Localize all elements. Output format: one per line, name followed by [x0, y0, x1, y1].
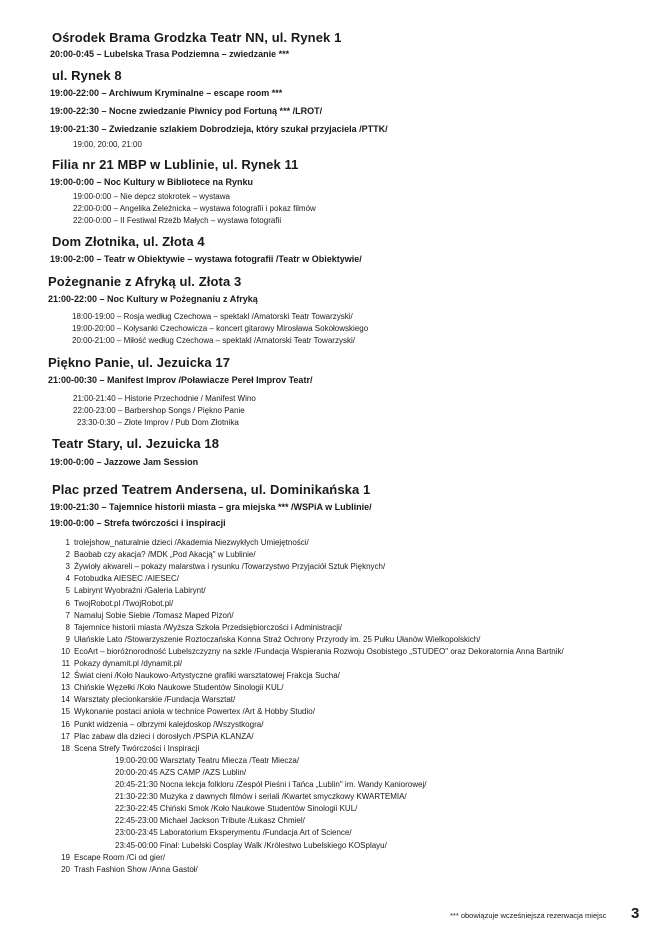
section-title: Ośrodek Brama Grodzka Teatr NN, ul. Rynek 1 [52, 30, 342, 45]
list-item [56, 574, 179, 583]
list-item-text: Żywioły akwareli – pokazy malarstwa i rysunku /Towarzystwo Przyjaciół Sztuk Pięknych/ [74, 562, 386, 572]
list-item-text: Escape Room /Ci od gier/ [74, 852, 166, 862]
stage-event: 20:00-20:45 AZS CAMP /AZS Lublin/ [115, 767, 247, 777]
sub-event: 20:00-21:00 – Miłość według Czechowa – spektakl /Amatorski Teatr Towarzyski/ [72, 336, 355, 345]
event-line: 19:00-22:30 – Nocne zwiedzanie Piwnicy pod Fortuną *** /LROT/ [50, 106, 323, 116]
list-item-number: 20 [61, 864, 70, 874]
list-item-text: EcoArt – bioróżnorodność Lubelszczyzny na szkle /Fundacja Wspierania Rozwoju Osobistego „STUDEO" oraz Dekoratornia Anna Bartnik/ [74, 646, 564, 656]
event-line: 19:00-21:30 – Tajemnice historii miasta – gra miejska *** /WSPiA w Lublinie/ [50, 502, 372, 512]
list-item [56, 695, 235, 704]
list-item [56, 550, 256, 559]
list-item-text: Namaluj Sobie Siebie /Tomasz Maped Pizoń/ [74, 610, 234, 620]
list-item [56, 538, 309, 547]
list-item-number: 4 [65, 574, 70, 584]
list-item-number: 12 [61, 671, 70, 681]
list-item-number: 5 [65, 586, 70, 596]
list-item [56, 611, 234, 620]
list-item-number: 3 [65, 562, 70, 572]
list-item-number: 1 [65, 538, 70, 547]
list-item-text: Plac zabaw dla dzieci i dorosłych /PSPiA KLANZA/ [74, 731, 254, 741]
list-item-text: Chińskie Węzełki /Koło Naukowe Studentów Sinologii KUL/ [74, 683, 284, 693]
list-item [56, 744, 199, 753]
list-item-text: Warsztaty plecionkarskie /Fundacja Warsztat/ [74, 695, 236, 705]
section-title: Piękno Panie, ul. Jezuicka 17 [48, 355, 231, 370]
list-item-number: 18 [61, 743, 70, 753]
list-item-text: Scena Strefy Twórczości i Inspiracji [74, 743, 200, 753]
list-item-text: Świat cieni /Koło Naukowo-Artystyczne grafiki warsztatowej Frakcja Sucha/ [74, 671, 340, 681]
event-times: 19:00, 20:00, 21:00 [73, 140, 142, 149]
list-item-number: 17 [61, 731, 70, 741]
event-line: 19:00-2:00 – Teatr w Obiektywie – wystawa fotografii /Teatr w Obiektywie/ [50, 254, 362, 264]
list-item [56, 623, 342, 632]
list-item-number: 8 [65, 622, 70, 632]
section-title: ul. Rynek 8 [52, 68, 122, 83]
event-line: 19:00-21:30 – Zwiedzanie szlakiem Dobrodzieja, który szukał przyjaciela /PTTK/ [50, 124, 388, 134]
sub-event: 22:00-0:00 – II Festiwal Rzeźb Małych – wystawa fotografii [73, 216, 282, 225]
list-item [56, 683, 283, 692]
section-title: Pożegnanie z Afryką ul. Złota 3 [48, 274, 242, 289]
sub-event: 19:00-0:00 – Nie depcz stokrotek – wystawa [73, 192, 230, 201]
list-item-text: Labirynt Wyobraźni /Galeria Labirynt/ [74, 586, 206, 596]
stage-event: 22:30-22:45 Chiński Smok /Koło Naukowe Studentów Sinologii KUL/ [115, 804, 358, 814]
stage-event: 21:30-22:30 Muzyka z dawnych filmów i seriali /Kwartet smyczkowy KWARTEMIA/ [115, 792, 407, 802]
list-item [56, 647, 564, 656]
list-item-number: 16 [61, 719, 70, 729]
list-item-number: 9 [65, 634, 70, 644]
sub-event: 19:00-20:00 – Kołysanki Czechowicza – koncert gitarowy Mirosława Sokołowskiego [72, 324, 369, 333]
list-item [56, 853, 165, 862]
event-line: 19:00-22:00 – Archiwum Kryminalne – escape room *** [50, 88, 283, 98]
stage-event: 22:45-23:00 Michael Jackson Tribute /Łukasz Chmiel/ [115, 816, 305, 826]
list-item [56, 720, 263, 729]
event-line: 20:00-0:45 – Lubelska Trasa Podziemna – zwiedzanie *** [50, 49, 290, 59]
list-item-number: 10 [61, 646, 70, 656]
list-item [56, 865, 198, 874]
sub-event: 22:00-23:00 – Barbershop Songs / Piękno Panie [73, 406, 245, 415]
event-line: 21:00-22:00 – Noc Kultury w Pożegnaniu z Afryką [48, 294, 258, 304]
list-item-number: 13 [61, 683, 70, 693]
list-item-text: Baobab czy akacja? /MDK „Pod Akacją" w Lublinie/ [74, 550, 256, 560]
list-item [56, 562, 385, 571]
section-title: Teatr Stary, ul. Jezuicka 18 [52, 436, 220, 451]
list-item-number: 14 [61, 695, 70, 705]
stage-event: 20:45-21:30 Nocna lekcja folkloru /Zespół Pieśni i Tańca „Lublin" im. Wandy Kaniorowej/ [115, 780, 427, 789]
sub-event: 21:00-21:40 – Historie Przechodnie / Manifest Wino [73, 394, 256, 403]
sub-event: 23:30-0:30 – Złote Improv / Pub Dom Złotnika [77, 418, 239, 427]
list-item-text: trolejshow_naturalnie dzieci /Akademia Niezwykłych Umiejętności/ [74, 538, 309, 547]
stage-event: 23:00-23:45 Laboratorium Eksperymentu /Fundacja Art of Science/ [115, 828, 352, 838]
list-item [56, 671, 340, 680]
event-line: 19:00-0:00 – Noc Kultury w Bibliotece na Rynku [50, 177, 254, 187]
list-item-number: 2 [65, 550, 70, 560]
list-item [56, 659, 182, 668]
section-title: Filia nr 21 MBP w Lublinie, ul. Rynek 11 [52, 157, 299, 172]
event-line: 19:00-0:00 – Jazzowe Jam Session [50, 457, 199, 467]
page-number: 3 [631, 905, 640, 922]
list-item-number: 11 [61, 659, 70, 668]
list-item-text: Fotobudka AIESEC /AIESEC/ [74, 574, 179, 584]
list-item [56, 599, 173, 608]
list-item-number: 7 [65, 610, 70, 620]
list-item-number: 15 [61, 707, 70, 717]
list-item-text: Trash Fashion Show /Anna Gastoł/ [74, 864, 198, 874]
list-item [56, 635, 480, 644]
footnote: *** obowiązuje wcześniejsza rezerwacja miejsc [450, 911, 607, 920]
list-item [56, 586, 206, 595]
list-item-text: Pokazy dynamit.pl /dynamit.pl/ [74, 659, 183, 668]
list-item-text: Tajemnice historii miasta /Wyższa Szkoła Przedsiębiorczości i Administracji/ [74, 622, 343, 632]
list-item [56, 707, 315, 716]
list-item-number: 6 [65, 598, 70, 608]
list-item-number: 19 [61, 852, 70, 862]
list-item-text: TwojRobot.pl /TwojRobot.pl/ [74, 598, 174, 608]
stage-event: 19:00-20:00 Warsztaty Teatru Miecza /Teatr Miecza/ [115, 755, 300, 765]
stage-event: 23:45-00:00 Finał: Lubelski Cosplay Walk /Królestwo Lubelskiego KOSplayu/ [115, 840, 387, 850]
list-item-text: Punkt widzenia – olbrzymi kalejdoskop /Wszystkogra/ [74, 719, 264, 729]
section-title: Dom Złotnika, ul. Złota 4 [52, 234, 205, 249]
event-line: 21:00-00:30 – Manifest Improv /Poławiacze Pereł Improv Teatr/ [48, 375, 313, 385]
section-title: Plac przed Teatrem Andersena, ul. Dominikańska 1 [52, 482, 371, 497]
event-line: 19:00-0:00 – Strefa twórczości i inspiracji [50, 518, 226, 528]
list-item-text: Wykonanie postaci anioła w technice Powertex /Art & Hobby Studio/ [74, 707, 315, 717]
list-item [56, 732, 254, 741]
sub-event: 18:00-19:00 – Rosja według Czechowa – spektakl /Amatorski Teatr Towarzyski/ [72, 312, 353, 321]
list-item-text: Ułańskie Lato /Stowarzyszenie Roztoczańska Konna Straż Ochrony Przyrody im. 25 Pułku Ułanów Wielkopolskich/ [74, 634, 481, 644]
sub-event: 22:00-0:00 – Angelika Żeleźnicka – wystawa fotografii i pokaz filmów [73, 204, 316, 213]
